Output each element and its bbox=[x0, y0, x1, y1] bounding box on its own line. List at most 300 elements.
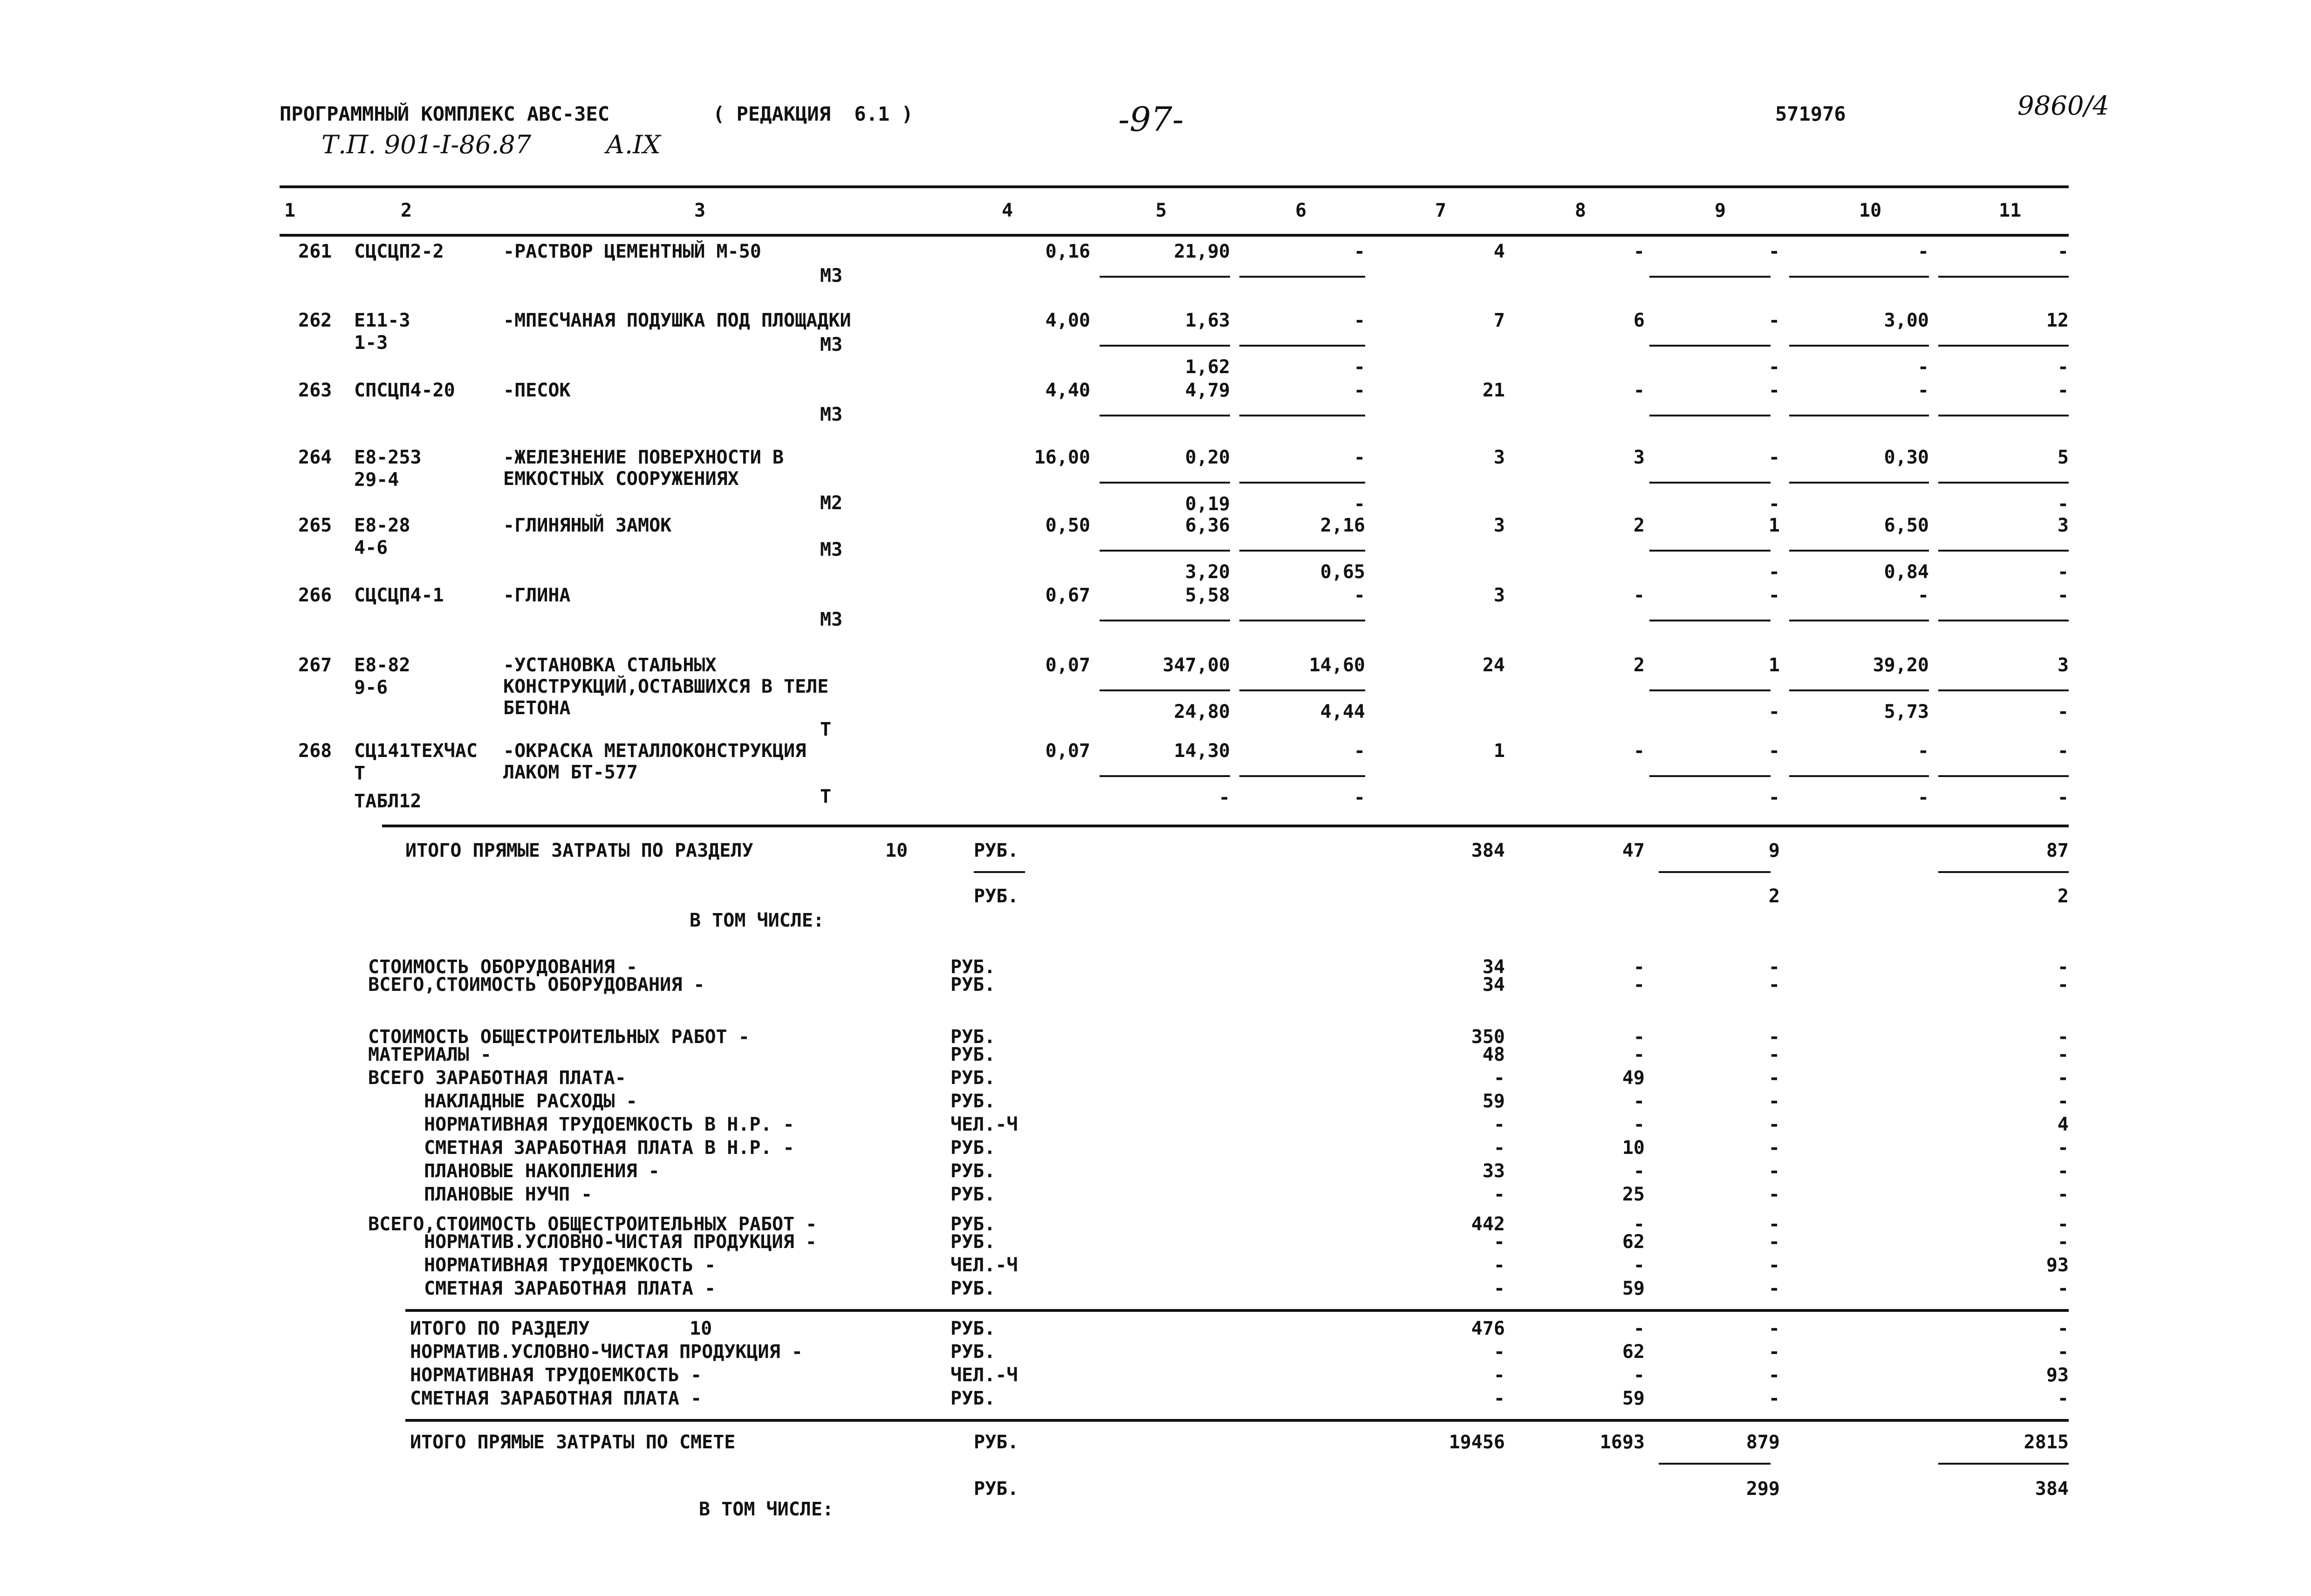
section-summary-c9: - bbox=[1768, 1318, 1780, 1339]
album-code: А.IX bbox=[606, 130, 661, 159]
item-code: СЦСЦП4-1 bbox=[354, 585, 444, 606]
item-description: ЕМКОСТНЫХ СООРУЖЕНИЯХ bbox=[503, 468, 739, 490]
item-rule-c11 bbox=[1938, 550, 2069, 552]
summary-c11: - bbox=[2057, 1160, 2069, 1182]
item-p2b: 4,44 bbox=[1320, 701, 1365, 723]
page-number: -97- bbox=[1118, 100, 1184, 139]
item-c8: 2 bbox=[1633, 515, 1645, 536]
section-total-c8: 47 bbox=[1622, 840, 1645, 861]
table-head-rule bbox=[280, 234, 2069, 237]
summary-c9: - bbox=[1768, 1214, 1780, 1235]
items-bottom-rule bbox=[382, 825, 2069, 827]
item-p2b: - bbox=[1354, 787, 1365, 808]
item-p2: - bbox=[1354, 241, 1365, 262]
summary-unit: РУБ. bbox=[950, 1026, 996, 1048]
summary-label: НОРМАТИВ.УСЛОВНО-ЧИСТАЯ ПРОДУКЦИЯ - bbox=[424, 1231, 817, 1253]
estimate-total-rule-11 bbox=[1938, 1463, 2069, 1465]
item-p2: - bbox=[1354, 740, 1365, 762]
item-c10: 6,50 bbox=[1884, 515, 1929, 536]
item-c9b: - bbox=[1768, 493, 1780, 515]
item-c11b: - bbox=[2057, 787, 2069, 808]
summary-c7: 34 bbox=[1482, 974, 1505, 996]
item-qty: 0,67 bbox=[1045, 585, 1090, 606]
item-code: Е8-28 bbox=[354, 515, 410, 536]
summary-bottom-rule bbox=[405, 1309, 2069, 1312]
section-total-c9: 9 bbox=[1768, 840, 1780, 861]
summary-c11: - bbox=[2057, 1044, 2069, 1065]
section-summary-unit: РУБ. bbox=[950, 1318, 996, 1339]
section-total-c9b: 2 bbox=[1768, 886, 1780, 907]
item-rule-p2 bbox=[1239, 276, 1365, 278]
summary-label: СТОИМОСТЬ ОБОРУДОВАНИЯ - bbox=[368, 956, 637, 978]
summary-c11: - bbox=[2057, 1214, 2069, 1235]
item-rule-p1 bbox=[1100, 482, 1230, 484]
item-c10b: 0,84 bbox=[1884, 561, 1929, 583]
item-rule-c10 bbox=[1789, 689, 1929, 691]
item-rule-c11 bbox=[1938, 345, 2069, 347]
summary-c9: - bbox=[1768, 956, 1780, 978]
column-header-7: 7 bbox=[1435, 200, 1447, 221]
footer-included-label: В ТОМ ЧИСЛЕ: bbox=[699, 1499, 834, 1520]
summary-c7: 442 bbox=[1471, 1214, 1505, 1235]
item-rule-c11 bbox=[1938, 482, 2069, 484]
section-total-number: 10 bbox=[885, 840, 908, 861]
item-p1b: 24,80 bbox=[1174, 701, 1230, 723]
summary-unit: РУБ. bbox=[950, 1067, 996, 1089]
item-code-line2: 4-6 bbox=[354, 537, 388, 559]
item-rule-c10 bbox=[1789, 482, 1929, 484]
item-p1b: 0,19 bbox=[1185, 493, 1230, 515]
item-c11: 5 bbox=[2057, 447, 2069, 468]
item-number: 261 bbox=[298, 241, 332, 262]
section-summary-c11: - bbox=[2057, 1318, 2069, 1339]
summary-unit: РУБ. bbox=[950, 1091, 996, 1112]
section-summary-c7: 476 bbox=[1471, 1318, 1505, 1339]
section-total-unit: РУБ. bbox=[974, 840, 1019, 861]
summary-c7: - bbox=[1493, 1184, 1505, 1205]
summary-c8: 49 bbox=[1622, 1067, 1645, 1089]
summary-label: ВСЕГО,СТОИМОСТЬ ОБЩЕСТРОИТЕЛЬНЫХ РАБОТ - bbox=[368, 1214, 817, 1235]
item-rule-c10 bbox=[1789, 775, 1929, 777]
item-unit: М3 bbox=[820, 334, 843, 355]
summary-c7: 59 bbox=[1482, 1091, 1505, 1112]
item-rule-c9 bbox=[1649, 345, 1771, 347]
section-summary-label: НОРМАТИВ.УСЛОВНО-ЧИСТАЯ ПРОДУКЦИЯ - bbox=[410, 1341, 803, 1363]
section-summary-unit: РУБ. bbox=[950, 1341, 996, 1363]
summary-unit: РУБ. bbox=[950, 1160, 996, 1182]
summary-c8: - bbox=[1633, 1091, 1645, 1112]
item-c11: - bbox=[2057, 241, 2069, 262]
summary-c9: - bbox=[1768, 1231, 1780, 1253]
item-code: СЦСЦП2-2 bbox=[354, 241, 444, 262]
included-label: В ТОМ ЧИСЛЕ: bbox=[690, 910, 824, 931]
item-description: -ОКРАСКА МЕТАЛЛОКОНСТРУКЦИЯ bbox=[503, 740, 807, 762]
item-c11: - bbox=[2057, 380, 2069, 401]
section-summary-bottom-rule bbox=[405, 1419, 2069, 1422]
summary-c7: - bbox=[1493, 1137, 1505, 1159]
summary-c7: - bbox=[1493, 1067, 1505, 1089]
item-qty: 0,50 bbox=[1045, 515, 1090, 536]
document-code: 571976 bbox=[1775, 102, 1846, 125]
item-c10: 39,20 bbox=[1873, 655, 1929, 676]
item-qty: 0,07 bbox=[1045, 655, 1090, 676]
summary-c8: - bbox=[1633, 1214, 1645, 1235]
summary-c7: - bbox=[1493, 1255, 1505, 1276]
column-header-1: 1 bbox=[284, 200, 296, 221]
table-reference: ТАБЛ12 bbox=[354, 791, 422, 812]
item-c11: 3 bbox=[2057, 515, 2069, 536]
section-summary-c8: - bbox=[1633, 1364, 1645, 1386]
item-c9b: - bbox=[1768, 701, 1780, 723]
item-rule-c10 bbox=[1789, 550, 1929, 552]
item-p2b: - bbox=[1354, 356, 1365, 378]
item-description: -ГЛИНЯНЫЙ ЗАМОК bbox=[503, 515, 672, 536]
section-summary-c8: 62 bbox=[1622, 1341, 1645, 1363]
section-summary-c8: - bbox=[1633, 1318, 1645, 1339]
item-description: -ПЕСОК bbox=[503, 380, 571, 401]
item-rule-p1 bbox=[1100, 550, 1230, 552]
summary-c8: 59 bbox=[1622, 1278, 1645, 1299]
summary-c8: 25 bbox=[1622, 1184, 1645, 1205]
item-c8: 3 bbox=[1633, 447, 1645, 468]
summary-c11: 93 bbox=[2046, 1255, 2069, 1276]
summary-c8: 10 bbox=[1622, 1137, 1645, 1159]
section-total-rule-11 bbox=[1938, 871, 2069, 873]
summary-label: НОРМАТИВНАЯ ТРУДОЕМКОСТЬ - bbox=[424, 1255, 716, 1276]
item-code: Е8-82 bbox=[354, 655, 410, 676]
estimate-total-c8: 1693 bbox=[1600, 1432, 1645, 1453]
item-c10b: - bbox=[1917, 787, 1929, 808]
item-p1b: 3,20 bbox=[1185, 561, 1230, 583]
item-rule-c10 bbox=[1789, 415, 1929, 416]
section-summary-c11: 93 bbox=[2046, 1364, 2069, 1386]
item-number: 266 bbox=[298, 585, 332, 606]
section-summary-label: ИТОГО ПО РАЗДЕЛУ bbox=[410, 1318, 590, 1339]
item-description: -УСТАНОВКА СТАЛЬНЫХ bbox=[503, 655, 717, 676]
item-description: -ЖЕЛЕЗНЕНИЕ ПОВЕРХНОСТИ В bbox=[503, 447, 784, 468]
item-rule-p2 bbox=[1239, 345, 1365, 347]
section-summary-c8: 59 bbox=[1622, 1388, 1645, 1409]
section-summary-label: СМЕТНАЯ ЗАРАБОТНАЯ ПЛАТА - bbox=[410, 1388, 702, 1409]
section-total-c7: 384 bbox=[1471, 840, 1505, 861]
item-c10: - bbox=[1917, 241, 1929, 262]
item-unit: М3 bbox=[820, 609, 843, 630]
item-qty: 16,00 bbox=[1034, 447, 1090, 468]
item-number: 264 bbox=[298, 447, 332, 468]
estimate-total-c9b: 299 bbox=[1746, 1478, 1780, 1500]
summary-c9: - bbox=[1768, 1255, 1780, 1276]
item-unit: Т bbox=[820, 786, 832, 807]
item-p2b: - bbox=[1354, 493, 1365, 515]
summary-c8: - bbox=[1633, 1044, 1645, 1065]
summary-label: ПЛАНОВЫЕ НУЧП - bbox=[424, 1184, 593, 1205]
column-header-2: 2 bbox=[401, 200, 412, 221]
column-header-8: 8 bbox=[1575, 200, 1586, 221]
item-unit: М3 bbox=[820, 539, 843, 560]
summary-c9: - bbox=[1768, 1278, 1780, 1299]
estimate-total-c9: 879 bbox=[1746, 1432, 1780, 1453]
item-p1: 0,20 bbox=[1185, 447, 1230, 468]
section-summary-unit: ЧЕЛ.-Ч bbox=[950, 1364, 1018, 1386]
column-header-11: 11 bbox=[1999, 200, 2022, 221]
item-rule-c9 bbox=[1649, 775, 1771, 777]
section-summary-c11: - bbox=[2057, 1388, 2069, 1409]
item-rule-p2 bbox=[1239, 689, 1365, 691]
item-p2: - bbox=[1354, 310, 1365, 331]
item-c11: - bbox=[2057, 585, 2069, 606]
summary-unit: ЧЕЛ.-Ч bbox=[950, 1114, 1018, 1135]
item-c8: - bbox=[1633, 380, 1645, 401]
item-code-line2: 9-6 bbox=[354, 677, 388, 698]
item-c8: - bbox=[1633, 585, 1645, 606]
item-p2: 2,16 bbox=[1320, 515, 1365, 536]
item-c9: - bbox=[1768, 310, 1780, 331]
item-p2: - bbox=[1354, 585, 1365, 606]
column-header-9: 9 bbox=[1715, 200, 1726, 221]
summary-c7: 34 bbox=[1482, 956, 1505, 978]
summary-c11: - bbox=[2057, 1026, 2069, 1048]
item-c7: 21 bbox=[1482, 380, 1505, 401]
column-header-5: 5 bbox=[1156, 200, 1167, 221]
summary-c9: - bbox=[1768, 1067, 1780, 1089]
summary-unit: РУБ. bbox=[950, 1214, 996, 1235]
item-rule-p2 bbox=[1239, 620, 1365, 621]
item-rule-c9 bbox=[1649, 415, 1771, 416]
section-summary-number: 10 bbox=[690, 1318, 712, 1339]
item-c8: - bbox=[1633, 241, 1645, 262]
item-c10b: 5,73 bbox=[1884, 701, 1929, 723]
summary-unit: РУБ. bbox=[950, 1278, 996, 1299]
item-c11b: - bbox=[2057, 493, 2069, 515]
estimate-total-unit2: РУБ. bbox=[974, 1478, 1019, 1500]
item-qty: 4,40 bbox=[1045, 380, 1090, 401]
item-c7: 4 bbox=[1493, 241, 1505, 262]
item-description: ЛАКОМ БТ-577 bbox=[503, 762, 638, 783]
item-c8: - bbox=[1633, 740, 1645, 762]
summary-c9: - bbox=[1768, 1044, 1780, 1065]
item-c8: 6 bbox=[1633, 310, 1645, 331]
item-c11: - bbox=[2057, 740, 2069, 762]
section-summary-unit: РУБ. bbox=[950, 1388, 996, 1409]
item-number: 265 bbox=[298, 515, 332, 536]
estimate-total-c7: 19456 bbox=[1449, 1432, 1505, 1453]
section-summary-label: НОРМАТИВНАЯ ТРУДОЕМКОСТЬ - bbox=[410, 1364, 702, 1386]
item-rule-p2 bbox=[1239, 415, 1365, 416]
item-p1: 347,00 bbox=[1162, 655, 1230, 676]
item-c9b: - bbox=[1768, 787, 1780, 808]
item-c7: 3 bbox=[1493, 585, 1505, 606]
summary-unit: ЧЕЛ.-Ч bbox=[950, 1255, 1018, 1276]
item-code-line2: 29-4 bbox=[354, 469, 399, 491]
item-p1: 4,79 bbox=[1185, 380, 1230, 401]
item-qty: 0,16 bbox=[1045, 241, 1090, 262]
item-code: Е11-3 bbox=[354, 310, 410, 331]
item-rule-p2 bbox=[1239, 775, 1365, 777]
item-qty: 0,07 bbox=[1045, 740, 1090, 762]
summary-label: СМЕТНАЯ ЗАРАБОТНАЯ ПЛАТА В Н.Р. - bbox=[424, 1137, 794, 1159]
item-number: 263 bbox=[298, 380, 332, 401]
summary-c7: - bbox=[1493, 1114, 1505, 1135]
item-c7: 24 bbox=[1482, 655, 1505, 676]
sheet-mark: 9860/4 bbox=[2017, 91, 2110, 121]
summary-label: МАТЕРИАЛЫ - bbox=[368, 1044, 492, 1065]
item-description: -РАСТВОР ЦЕМЕНТНЫЙ М-50 bbox=[503, 241, 761, 262]
item-c10: - bbox=[1917, 740, 1929, 762]
section-summary-c7: - bbox=[1493, 1388, 1505, 1409]
item-c10: 0,30 bbox=[1884, 447, 1929, 468]
summary-label: СМЕТНАЯ ЗАРАБОТНАЯ ПЛАТА - bbox=[424, 1278, 716, 1299]
column-header-3: 3 bbox=[694, 200, 706, 221]
summary-label: ПЛАНОВЫЕ НАКОПЛЕНИЯ - bbox=[424, 1160, 660, 1182]
item-description: -МПЕСЧАНАЯ ПОДУШКА ПОД ПЛОЩАДКИ bbox=[503, 310, 851, 331]
item-c11: 12 bbox=[2046, 310, 2069, 331]
estimate-total-rule-9 bbox=[1659, 1463, 1771, 1465]
item-rule-c9 bbox=[1649, 550, 1771, 552]
summary-c11: - bbox=[2057, 1278, 2069, 1299]
column-header-10: 10 bbox=[1859, 200, 1882, 221]
item-rule-p1 bbox=[1100, 775, 1230, 777]
item-c9b: - bbox=[1768, 356, 1780, 378]
summary-unit: РУБ. bbox=[950, 956, 996, 978]
estimate-total-c11b: 384 bbox=[2035, 1478, 2069, 1500]
summary-c11: - bbox=[2057, 1067, 2069, 1089]
item-c7: 1 bbox=[1493, 740, 1505, 762]
item-c11b: - bbox=[2057, 561, 2069, 583]
summary-c9: - bbox=[1768, 1091, 1780, 1112]
item-rule-c10 bbox=[1789, 345, 1929, 347]
summary-c7: - bbox=[1493, 1231, 1505, 1253]
project-code: Т.П. 901-I-86.87 bbox=[321, 130, 532, 159]
item-rule-p2 bbox=[1239, 482, 1365, 484]
item-code: Е8-253 bbox=[354, 447, 422, 468]
item-code: СЦ141ТЕХЧАС bbox=[354, 740, 478, 762]
item-unit: М3 bbox=[820, 265, 843, 286]
item-c10: - bbox=[1917, 585, 1929, 606]
section-total-c11b: 2 bbox=[2057, 886, 2069, 907]
item-c9b: - bbox=[1768, 561, 1780, 583]
summary-c11: - bbox=[2057, 974, 2069, 996]
summary-c7: - bbox=[1493, 1278, 1505, 1299]
section-total-unit-rule bbox=[974, 871, 1025, 873]
item-c9: - bbox=[1768, 380, 1780, 401]
item-rule-c11 bbox=[1938, 620, 2069, 621]
item-rule-c9 bbox=[1649, 620, 1771, 621]
item-rule-c11 bbox=[1938, 276, 2069, 278]
item-c9: - bbox=[1768, 241, 1780, 262]
item-rule-c9 bbox=[1649, 276, 1771, 278]
item-c9: 1 bbox=[1768, 515, 1780, 536]
item-p2b: 0,65 bbox=[1320, 561, 1365, 583]
item-c10: - bbox=[1917, 380, 1929, 401]
item-c9: - bbox=[1768, 585, 1780, 606]
summary-c7: 48 bbox=[1482, 1044, 1505, 1065]
item-c11: 3 bbox=[2057, 655, 2069, 676]
item-unit: М2 bbox=[820, 492, 843, 514]
item-rule-p1 bbox=[1100, 276, 1230, 278]
item-rule-p2 bbox=[1239, 550, 1365, 552]
item-c7: 7 bbox=[1493, 310, 1505, 331]
section-summary-c7: - bbox=[1493, 1364, 1505, 1386]
summary-label: НАКЛАДНЫЕ РАСХОДЫ - bbox=[424, 1091, 637, 1112]
item-p1: 21,90 bbox=[1174, 241, 1230, 262]
item-description: БЕТОНА bbox=[503, 697, 571, 719]
summary-label: НОРМАТИВНАЯ ТРУДОЕМКОСТЬ В Н.Р. - bbox=[424, 1114, 794, 1135]
summary-c9: - bbox=[1768, 1160, 1780, 1182]
item-c7: 3 bbox=[1493, 447, 1505, 468]
section-total-c11: 87 bbox=[2046, 840, 2069, 861]
item-c8: 2 bbox=[1633, 655, 1645, 676]
item-p2: - bbox=[1354, 447, 1365, 468]
summary-unit: РУБ. bbox=[950, 1044, 996, 1065]
item-c7: 3 bbox=[1493, 515, 1505, 536]
item-code: СПСЦП4-20 bbox=[354, 380, 455, 401]
estimate-total-c11: 2815 bbox=[2024, 1432, 2069, 1453]
summary-c9: - bbox=[1768, 1026, 1780, 1048]
item-description: -ГЛИНА bbox=[503, 585, 571, 606]
item-c9: 1 bbox=[1768, 655, 1780, 676]
summary-c7: 350 bbox=[1471, 1026, 1505, 1048]
item-description: КОНСТРУКЦИЙ,ОСТАВШИХСЯ В ТЕЛЕ bbox=[503, 676, 829, 697]
summary-c8: 62 bbox=[1622, 1231, 1645, 1253]
summary-c9: - bbox=[1768, 974, 1780, 996]
item-rule-p1 bbox=[1100, 620, 1230, 621]
item-rule-c10 bbox=[1789, 620, 1929, 621]
summary-c11: - bbox=[2057, 1091, 2069, 1112]
column-header-6: 6 bbox=[1295, 200, 1307, 221]
section-summary-c9: - bbox=[1768, 1364, 1780, 1386]
item-rule-c9 bbox=[1649, 482, 1771, 484]
summary-unit: РУБ. bbox=[950, 974, 996, 996]
summary-label: ВСЕГО,СТОИМОСТЬ ОБОРУДОВАНИЯ - bbox=[368, 974, 705, 996]
item-rule-c11 bbox=[1938, 415, 2069, 416]
item-unit: М3 bbox=[820, 404, 843, 425]
item-p1b: - bbox=[1218, 787, 1230, 808]
summary-label: ВСЕГО ЗАРАБОТНАЯ ПЛАТА- bbox=[368, 1067, 626, 1089]
edition-label: ( РЕДАКЦИЯ 6.1 ) bbox=[713, 102, 913, 125]
item-number: 268 bbox=[298, 740, 332, 762]
item-c9: - bbox=[1768, 447, 1780, 468]
item-code-line2: 1-3 bbox=[354, 332, 388, 354]
item-rule-c10 bbox=[1789, 276, 1929, 278]
summary-unit: РУБ. bbox=[950, 1231, 996, 1253]
item-rule-p1 bbox=[1100, 689, 1230, 691]
summary-unit: РУБ. bbox=[950, 1184, 996, 1205]
item-p1b: 1,62 bbox=[1185, 356, 1230, 378]
summary-c8: - bbox=[1633, 956, 1645, 978]
item-rule-c11 bbox=[1938, 689, 2069, 691]
item-code-line2: Т bbox=[354, 763, 366, 784]
item-c9: - bbox=[1768, 740, 1780, 762]
item-p1: 14,30 bbox=[1174, 740, 1230, 762]
section-summary-c9: - bbox=[1768, 1388, 1780, 1409]
item-c10b: - bbox=[1917, 356, 1929, 378]
summary-c11: 4 bbox=[2057, 1114, 2069, 1135]
summary-c9: - bbox=[1768, 1137, 1780, 1159]
summary-c8: - bbox=[1633, 1114, 1645, 1135]
item-c11b: - bbox=[2057, 356, 2069, 378]
item-rule-c11 bbox=[1938, 775, 2069, 777]
program-name: ПРОГРАММНЫЙ КОМПЛЕКС АВС-3ЕС bbox=[280, 102, 610, 125]
section-total-rule-9 bbox=[1659, 871, 1771, 873]
summary-c11: - bbox=[2057, 1137, 2069, 1159]
item-p2: - bbox=[1354, 380, 1365, 401]
item-rule-p1 bbox=[1100, 415, 1230, 416]
summary-c8: - bbox=[1633, 974, 1645, 996]
section-summary-c7: - bbox=[1493, 1341, 1505, 1363]
item-rule-p1 bbox=[1100, 345, 1230, 347]
summary-c9: - bbox=[1768, 1184, 1780, 1205]
item-c11b: - bbox=[2057, 701, 2069, 723]
